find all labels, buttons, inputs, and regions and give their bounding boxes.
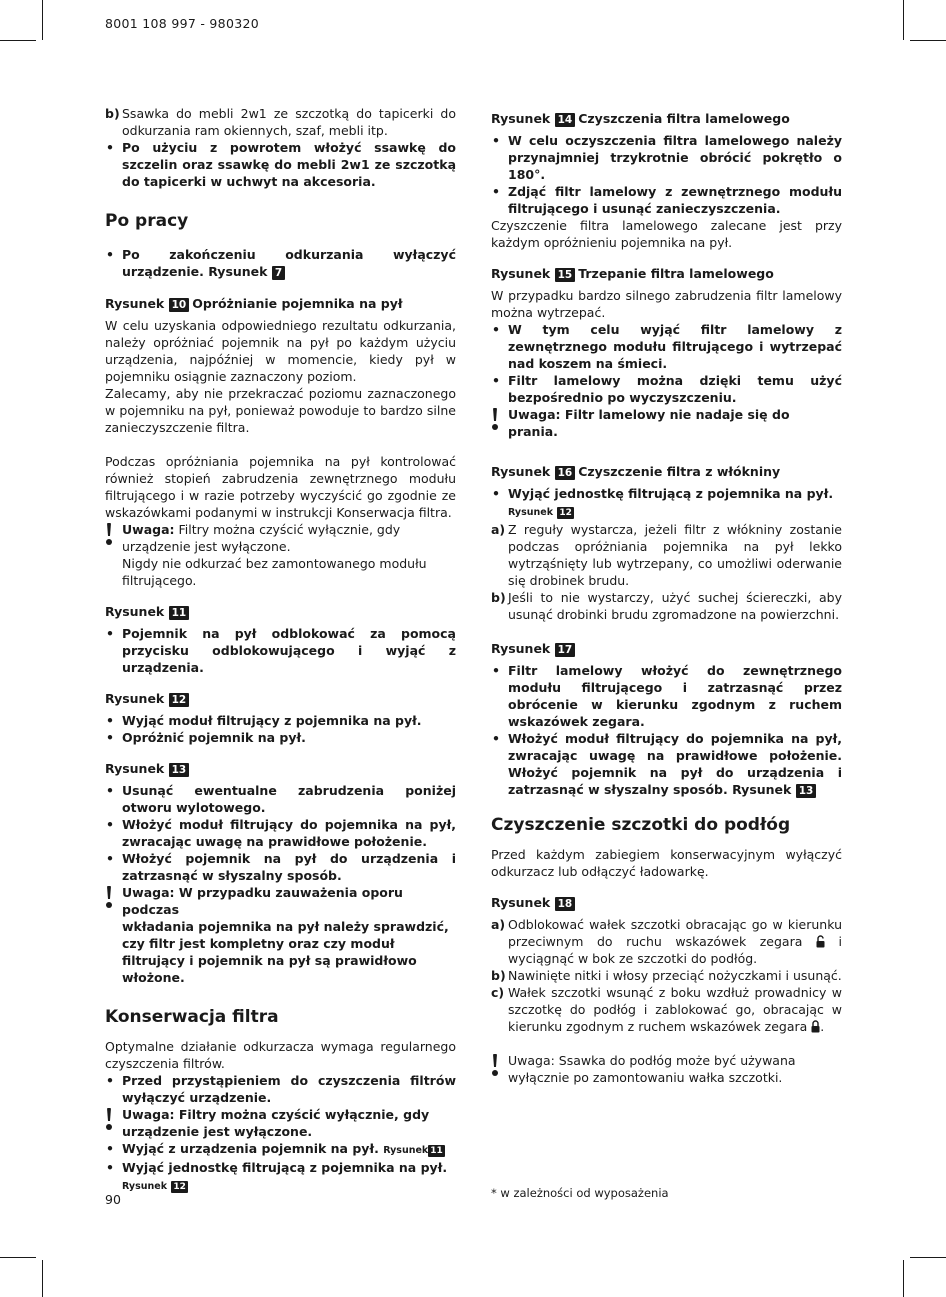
figure-badge: 11 <box>169 606 190 620</box>
bullet-list <box>105 782 456 884</box>
figure-heading: Rysunek 18 <box>491 894 842 911</box>
figure-badge: 7 <box>272 266 285 280</box>
crop-mark <box>910 40 946 41</box>
warning-block: Uwaga: Filtr lamelowy nie nadaje się do prania. <box>491 406 842 440</box>
bullet-list <box>491 662 842 798</box>
crop-mark <box>910 1257 946 1258</box>
crop-mark <box>0 40 36 41</box>
paragraph: Przed każdym zabiegiem konserwacyjnym wyłączyć odkurzacz lub odłączyć ładowarkę. <box>491 847 842 879</box>
right-column <box>491 110 842 1086</box>
warning-icon <box>491 408 499 430</box>
figure-badge: 11 <box>430 1146 443 1156</box>
bullet-list <box>105 1072 456 1106</box>
figure-badge: 12 <box>559 508 572 518</box>
figure-heading: Rysunek 14 Czyszczenia filtra lamelowego <box>491 111 790 126</box>
list-item: • Po użyciu z powrotem włożyć ssawkę do szczelin oraz ssawkę do mebli 2w1 ze szczotką do tapicerki w uchwyt na akcesoria. <box>106 140 456 189</box>
warning-icon <box>105 886 113 908</box>
warning-icon <box>105 1108 113 1130</box>
warning-icon <box>491 1054 499 1076</box>
list-item: • Wyjąć moduł filtrujący z pojemnika na pył. <box>106 713 422 728</box>
crop-mark <box>0 1257 36 1258</box>
list-item: • Usunąć ewentualne zabrudzenia poniżej otworu wylotowego. <box>106 783 456 815</box>
figure-badge: 13 <box>796 784 817 798</box>
crop-mark <box>903 0 904 40</box>
figure-heading: Rysunek 13 <box>105 760 456 777</box>
list-item: • W tym celu wyjąć filtr lamelowy z zewnętrznego modułu filtrującego i wytrzepać nad koszem na śmieci. <box>492 322 842 371</box>
list-item: • Włożyć moduł filtrujący do pojemnika na pył, zwracając uwagę na prawidłowe położenie. Włożyć pojemnik na pył do urządzenia i zatrzasnąć w słyszalny sposób. Rysunek 13 <box>492 731 842 797</box>
list-item-a: a) Z reguły wystarcza, jeżeli filtr z włókniny zostanie podczas opróżniania pojemnika na pył lekko wytrząśnięty lub wytrzepany, co umożliwi oderwanie się drobinek brudu. <box>491 522 842 588</box>
section-title-konserwacja: Konserwacja filtra <box>105 1007 279 1027</box>
bullet-list <box>105 246 456 280</box>
page-number: 90 <box>105 1192 121 1207</box>
list-item: • Opróżnić pojemnik na pył. <box>106 730 306 745</box>
bullet-list <box>105 139 456 190</box>
warning-block: Uwaga: W przypadku zauważenia oporu podczas wkładania pojemnika na pył należy sprawdzić, czy filtr jest kompletny oraz czy moduł filtrujący i pojemnik na pył są prawidłowo włożone. <box>105 884 456 986</box>
section-title-po-pracy: Po pracy <box>105 211 189 231</box>
figure-badge: 16 <box>555 466 576 480</box>
list-item-a: a) Odblokować wałek szczotki obracając go w kierunku przeciwnym do ruchu wskazówek zegara i wyciągnąć w bok ze szczotki do podłóg. <box>491 917 842 966</box>
paragraph: Podczas opróżniania pojemnika na pył kontrolować również stopień zabrudzenia zewnętrznego modułu filtrującego i w razie potrzeby wyczyścić go zgodnie ze wskazówkami podanymi w instrukcji Konserwacja filtra. <box>105 454 456 520</box>
list-item: • Zdjąć filtr lamelowy z zewnętrznego modułu filtrującego i usunąć zanieczyszczenia. <box>492 184 842 216</box>
document-number: 8001 108 997 - 980320 <box>105 16 259 31</box>
accessory-item-b <box>105 105 456 139</box>
warning-block: Uwaga: Filtry można czyścić wyłącznie, gdy urządzenie jest wyłączone. Nigdy nie odkurzać bez zamontowanego modułu filtrującego. <box>105 521 456 589</box>
list-item: • Po zakończeniu odkurzania wyłączyć urządzenie. Rysunek 7 <box>106 247 456 279</box>
paragraph: Zalecamy, aby nie przekraczać poziomu zaznaczonego w pojemniku na pył, ponieważ powoduje to bardzo silne zanieczyszczenie filtra. <box>105 386 456 435</box>
paragraph: W celu uzyskania odpowiedniego rezultatu odkurzania, należy opróżniać pojemnik na pył po każdym użyciu urządzenia, najpóźniej w momencie, kiedy pył w pojemniku osiągnie zaznaczony poziom. <box>105 318 456 384</box>
list-item: • Wyjąć jednostkę filtrującą z pojemnika na pył. Rysunek 12 <box>106 1160 448 1192</box>
list-item: • Włożyć moduł filtrujący do pojemnika na pył, zwracając uwagę na prawidłowe położenie. <box>106 817 456 849</box>
figure-heading: Rysunek 16 Czyszczenie filtra z włókniny <box>491 464 781 479</box>
bullet-list <box>105 712 456 746</box>
figure-heading: Rysunek 11 <box>105 603 456 620</box>
bullet-list <box>491 485 842 521</box>
figure-badge: 18 <box>555 897 576 911</box>
figure-badge: 12 <box>173 1182 186 1192</box>
section-title-szczotki: Czyszczenie szczotki do podłóg <box>491 815 791 835</box>
list-item-b: b) Nawinięte nitki i włosy przeciąć nożyczkami i usunąć. <box>491 968 842 983</box>
warning-block: Uwaga: Filtry można czyścić wyłącznie, gdy urządzenie jest wyłączone. <box>105 1106 456 1140</box>
figure-heading: Rysunek 17 <box>491 640 842 657</box>
crop-mark <box>903 1260 904 1297</box>
figure-badge: 17 <box>555 643 576 657</box>
list-item: • Filtr lamelowy włożyć do zewnętrznego modułu filtrującego i zatrzasnąć przez obrócenie w kierunku zgodnym z ruchem wskazówek zegara. <box>492 663 842 729</box>
figure-badge: 10 <box>169 298 190 312</box>
paragraph: Czyszczenie filtra lamelowego zalecane jest przy każdym opróżnieniu pojemnika na pył. <box>491 218 842 250</box>
figure-badge: 13 <box>169 763 190 777</box>
crop-mark <box>42 1260 43 1297</box>
list-item: • W celu oczyszczenia filtra lamelowego należy przynajmniej trzykrotnie obrócić pokrętło o 180°. <box>492 133 842 182</box>
figure-badge: 12 <box>169 693 190 707</box>
bullet-list <box>105 625 456 676</box>
crop-mark <box>42 0 43 40</box>
bullet-list <box>491 132 842 217</box>
list-item-b: b) Jeśli to nie wystarczy, użyć suchej ściereczki, aby usunąć drobinki brudu zgromadzone na powierzchni. <box>491 590 842 622</box>
figure-heading: Rysunek 12 <box>105 690 456 707</box>
bullet-list <box>491 321 842 406</box>
left-column <box>105 105 456 1195</box>
list-item: • Włożyć pojemnik na pył do urządzenia i zatrzasnąć w słyszalny sposób. <box>106 851 456 883</box>
lock-icon <box>811 1020 820 1033</box>
figure-badge: 15 <box>555 268 576 282</box>
list-item-c: c) Wałek szczotki wsunąć z boku wzdłuż prowadnicy w szczotkę do podłóg i zablokować go, obracając w kierunku zgodnym z ruchem wskazówek zegara . <box>491 985 842 1034</box>
list-item: • Filtr lamelowy można dzięki temu użyć bezpośrednio po wyczyszczeniu. <box>492 373 842 405</box>
figure-heading: Rysunek 10 Opróżnianie pojemnika na pył <box>105 296 403 311</box>
figure-heading: Rysunek 15 Trzepanie filtra lamelowego <box>491 266 774 281</box>
figure-badge: 14 <box>555 113 576 127</box>
unlock-icon <box>816 935 825 948</box>
paragraph: W przypadku bardzo silnego zabrudzenia filtr lamelowy można wytrzepać. <box>491 288 842 320</box>
item-text: Ssawka do mebli 2w1 ze szczotką do tapicerki do odkurzania ram okiennych, szaf, mebli itp. <box>122 106 456 138</box>
paragraph: Optymalne działanie odkurzacza wymaga regularnego czyszczenia filtrów. <box>105 1039 456 1071</box>
list-item: • Wyjąć jednostkę filtrującą z pojemnika na pył. Rysunek 12 <box>492 486 834 518</box>
list-item: • Wyjąć z urządzenia pojemnik na pył. Rysunek 11 <box>106 1141 443 1156</box>
warning-block: Uwaga: Ssawka do podłóg może być używana wyłącznie po zamontowaniu wałka szczotki. <box>491 1052 842 1086</box>
bullet-list <box>105 1140 456 1195</box>
list-item: • Pojemnik na pył odblokować za pomocą przycisku odblokowującego i wyjąć z urządzenia. <box>106 626 456 675</box>
list-item: • Przed przystąpieniem do czyszczenia filtrów wyłączyć urządzenie. <box>106 1073 456 1105</box>
footnote: * w zależności od wyposażenia <box>491 1186 669 1200</box>
item-label: b) <box>105 106 120 121</box>
warning-icon <box>105 523 113 545</box>
